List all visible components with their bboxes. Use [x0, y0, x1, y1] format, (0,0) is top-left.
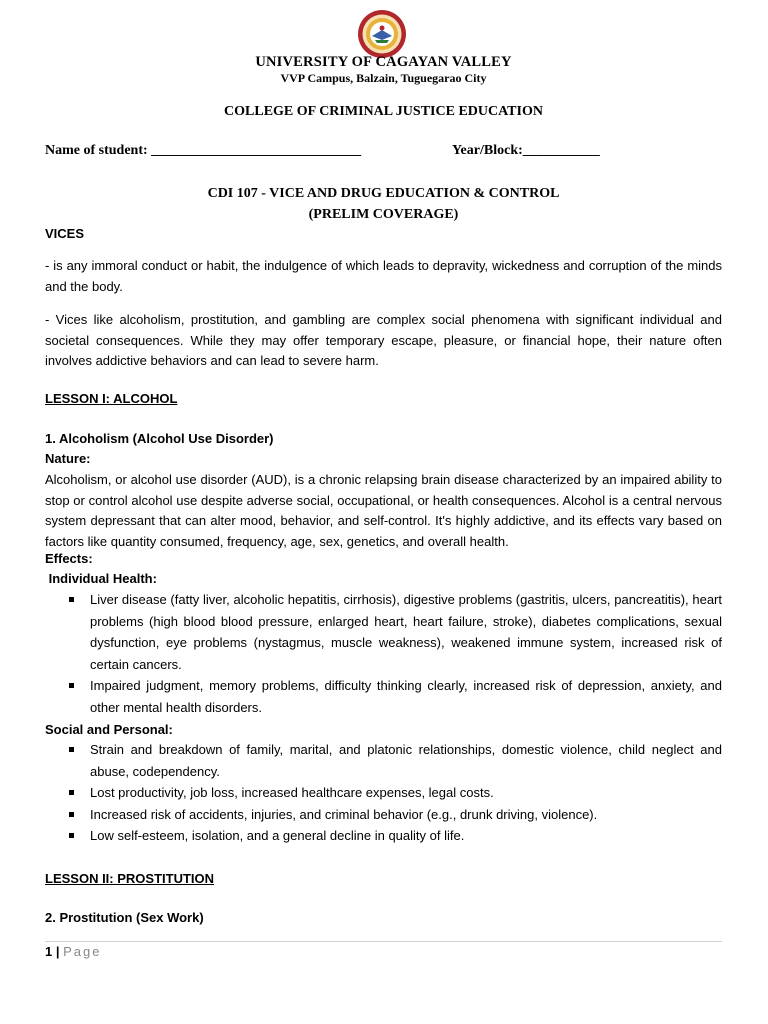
list-item: Liver disease (fatty liver, alcoholic hepatitis, cirrhosis), digestive problems (gastritis, ulcers, pancreatitis), heart problems (high blood blood pressure, enlarged heart, heart failure, stroke), diabetes complications, sexual dysfunction, eye problems (nystagmus, muscle weakness), weakened immune system, increased risk of certain cancers. [45, 589, 722, 675]
page-separator: | [55, 944, 60, 959]
campus-address: VVP Campus, Balzain, Tuguegarao City [280, 71, 487, 85]
page-number: 1 [45, 944, 53, 959]
lesson-1-heading: LESSON I: ALCOHOL [45, 391, 178, 406]
college-name: COLLEGE OF CRIMINAL JUSTICE EDUCATION [224, 104, 543, 119]
year-block-field: Year/Block:___________ [452, 143, 600, 158]
page-footer [45, 944, 102, 959]
document-page [45, 0, 722, 1024]
lesson-1-topic: 1. Alcoholism (Alcohol Use Disorder) [45, 431, 274, 446]
lesson-2-heading: LESSON II: PROSTITUTION [45, 871, 215, 886]
page-word: Page [63, 944, 102, 959]
vices-description: - Vices like alcoholism, prostitution, and gambling are complex social phenomena with significant individual and societal consequences. While they may offer temporary escape, pleasure, or financial hope, their nature often involves addictive behaviors and can lead to severe harm. [45, 312, 722, 368]
social-personal-label: Social and Personal: [45, 722, 173, 737]
vices-heading: VICES [45, 226, 85, 241]
student-info-line [45, 143, 722, 159]
list-item: Low self-esteem, isolation, and a general decline in quality of life. [45, 825, 722, 847]
student-name-field: Name of student: ______________________________ [45, 143, 362, 158]
lesson-2-topic: 2. Prostitution (Sex Work) [45, 910, 204, 925]
list-item: Strain and breakdown of family, marital, and platonic relationships, domestic violence, child neglect and abuse, codependency. [45, 739, 722, 782]
list-item: Impaired judgment, memory problems, difficulty thinking clearly, increased risk of depression, anxiety, and other mental health disorders. [45, 675, 722, 718]
social-personal-list [45, 739, 722, 847]
list-item: Lost productivity, job loss, increased healthcare expenses, legal costs. [45, 782, 722, 804]
footer-divider [45, 941, 722, 942]
effects-label: Effects: [45, 551, 93, 566]
university-name: UNIVERSITY OF CAGAYAN VALLEY [255, 54, 512, 70]
vices-definition: - is any immoral conduct or habit, the indulgence of which leads to depravity, wickedness and corruption of the minds and the body. [45, 258, 722, 294]
nature-label: Nature: [45, 451, 91, 466]
list-item: Increased risk of accidents, injuries, and criminal behavior (e.g., drunk driving, violence). [45, 804, 722, 826]
course-name: CDI 107 - VICE AND DRUG EDUCATION & CONTROL [207, 186, 560, 201]
individual-health-list [45, 589, 722, 718]
course-coverage: (PRELIM COVERAGE) [308, 207, 459, 222]
nature-text: Alcoholism, or alcohol use disorder (AUD), is a chronic relapsing brain disease characterized by an impaired ability to stop or control alcohol use despite adverse social, occupational, or health consequences. Alcohol is a central nervous system depressant that can alter mood, behavior, and self-control. It's highly addictive, and its effects vary based on factors like quantity consumed, frequency, age, sex, genetics, and overall health. [45, 472, 722, 549]
university-seal-icon [357, 9, 407, 59]
course-title [45, 183, 722, 225]
individual-health-label: Individual Health: [45, 571, 157, 586]
